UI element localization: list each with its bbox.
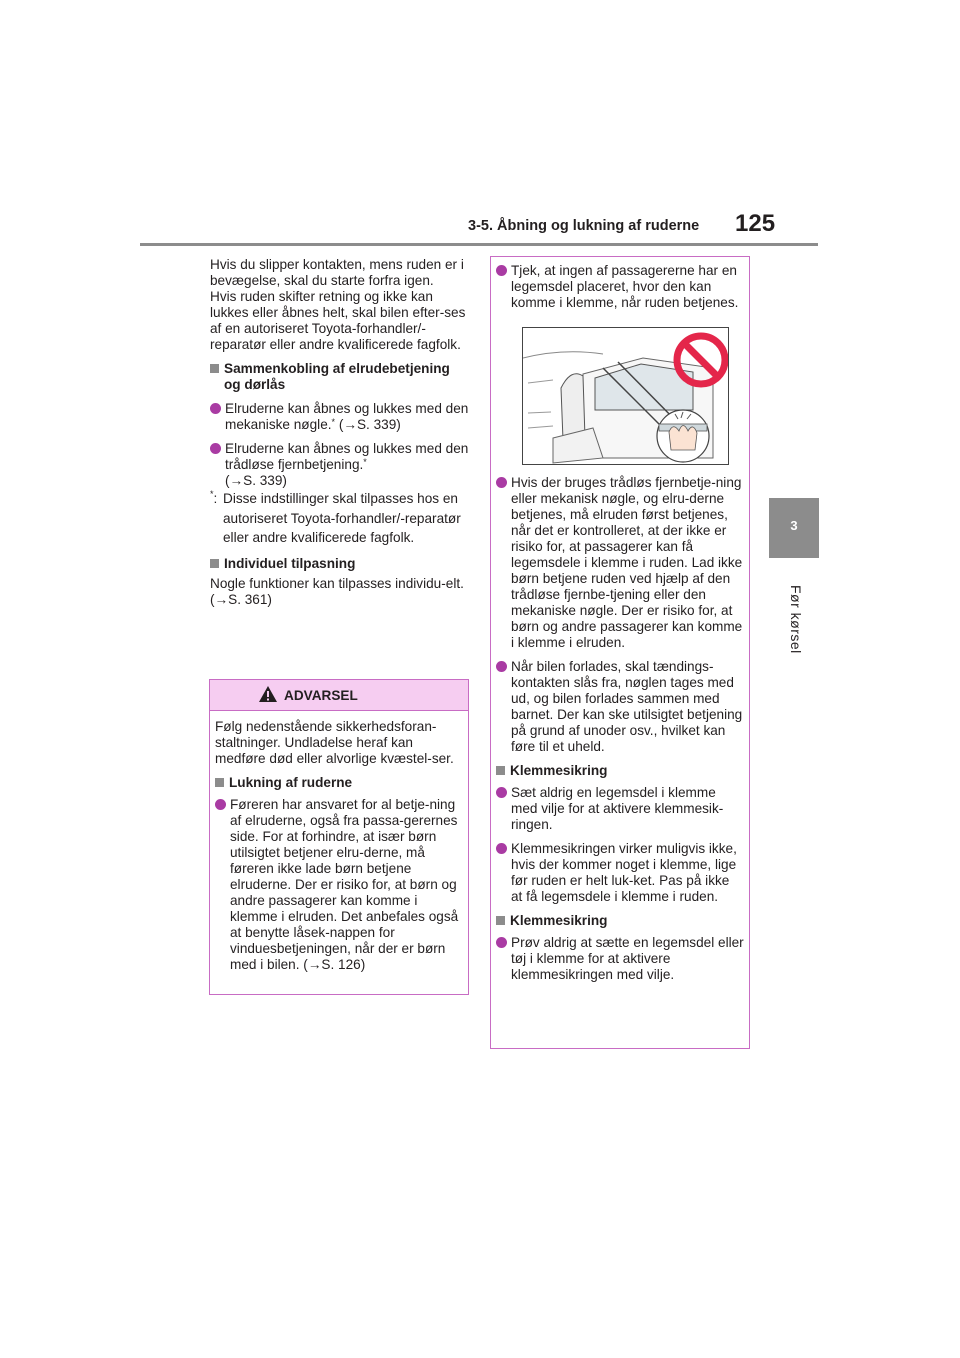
- list-item-text: Tjek, at ingen af passagererne har en legemsdel placeret, hvor den kan komme i klemme, når ruden betjenes.: [511, 263, 739, 310]
- list-item-text: Når bilen forlades, skal tændings-kontakten slås fra, nøglen tages med ud, og bilen forlades sammen med barnet. Der kan ske utilsigtet betjening på grund af unoder osv., hvilket kan føre til et uheld.: [511, 659, 743, 754]
- section-heading-interlock: [210, 361, 470, 393]
- header-divider: [140, 243, 818, 246]
- footnote-marker: *: [363, 457, 367, 467]
- warning-triangle-icon: [258, 685, 278, 703]
- square-bullet-icon: [210, 364, 219, 373]
- square-bullet-icon: [215, 778, 224, 787]
- warning-heading: [215, 775, 463, 791]
- car-window-drawing: [523, 328, 729, 465]
- warning-title: ADVARSEL: [284, 688, 358, 703]
- square-bullet-icon: [496, 766, 505, 775]
- list-item: [210, 441, 470, 489]
- page-reference-link[interactable]: (→S. 339): [225, 473, 287, 488]
- warning-continuation-box: [490, 256, 750, 1049]
- chapter-number: 3: [790, 518, 798, 533]
- warning-box: [209, 679, 469, 995]
- list-item: [215, 797, 463, 973]
- intro-paragraph-2: Hvis ruden skifter retning og ikke kan lukkes eller åbnes helt, skal bilen efter-ses af en autoriseret Toyota-forhandler/-reparatør eller andre kvalificerede fagfolk.: [210, 289, 466, 352]
- section-heading-customization: [210, 556, 470, 572]
- list-item-text: Klemmesikringen virker muligvis ikke, hvis der kommer noget i klemme, lige før ruden er helt luk-ket. Pas på ikke at få legemsdele i klemme i ruden.: [511, 841, 737, 904]
- list-item-text: Føreren har ansvaret for al betje-ning af elruderne, også fra passa-gerernes side. For at forhindre, at især børn utilsigtet betjener elru-derne, må føreren ikke lade børn betjene elruderne. Der er risiko for, at børn og andre passagerer kan komme i klemme i elruden. Det anbefales også at benytte låsek-nappen for vinduesbetjeningen, når der er børn med i bilen. (→S. 126): [230, 797, 459, 972]
- warning-header: [210, 680, 468, 711]
- list-item-text: Elruderne kan åbnes og lukkes med den trådløse fjernbetjening.: [225, 441, 469, 472]
- footnote-marker: *: [331, 417, 336, 427]
- round-bullet-icon: [496, 937, 507, 948]
- list-item: [496, 659, 744, 755]
- list-item: [496, 475, 744, 651]
- section-heading-text: Klemmesikring: [510, 763, 608, 778]
- section-heading-text: Sammenkobling af elrudebetjening og dørlås: [224, 361, 450, 392]
- round-bullet-icon: [496, 787, 507, 798]
- list-item: [496, 841, 744, 905]
- footnote: *: Disse indstillinger skal tilpasses hos en autoriseret Toyota-forhandler/-reparatør eller andre kvalificerede fagfolk.: [210, 489, 470, 548]
- chapter-tab: [769, 498, 819, 558]
- window-pinch-illustration: [522, 327, 729, 465]
- list-item: [496, 935, 744, 983]
- list-item-text: Elruderne kan åbnes og lukkes med den mekaniske nøgle.: [225, 401, 469, 432]
- customization-paragraph: Nogle funktioner kan tilpasses individu-elt. (→S. 361): [210, 575, 464, 607]
- round-bullet-icon: [496, 477, 507, 488]
- round-bullet-icon: [215, 799, 226, 810]
- section-heading-text: Klemmesikring: [510, 913, 608, 928]
- list-item: [496, 785, 744, 833]
- footnote-text: Disse indstillinger skal tilpasses hos en autoriseret Toyota-forhandler/-reparatør eller andre kvalificerede fagfolk.: [223, 491, 461, 545]
- round-bullet-icon: [496, 265, 507, 276]
- list-item: [210, 401, 470, 433]
- list-item-text: Hvis der bruges trådløs fjernbetje-ning eller mekanisk nøgle, og elru-derne betjenes, må elruden først betjenes, når det er kontrolleret, at der ikke er risiko for, at passagerer kan få legemsdele i klemme i ruden. Lad ikke børn betjene ruden ved hjælp af den trådløse fjernbe-tjening eller den mekaniske nøgle. Der er risiko for, at børn og andre passagerer kan komme i klemme i elruden.: [511, 475, 743, 650]
- warning-heading-text: Lukning af ruderne: [229, 775, 353, 790]
- list-item-text: Sæt aldrig en legemsdel i klemme med vilje for at aktivere klemmesik-ringen.: [511, 785, 724, 832]
- round-bullet-icon: [210, 443, 221, 454]
- left-column: [210, 257, 470, 608]
- section-heading-text: Individuel tilpasning: [224, 555, 356, 571]
- round-bullet-icon: [496, 661, 507, 672]
- page-reference-link[interactable]: (→S. 339): [338, 417, 401, 432]
- list-item-text: Prøv aldrig at sætte en legemsdel eller tøj i klemme for at aktivere klemmesikringen med vilje.: [511, 935, 744, 982]
- section-heading-pinch-1: [496, 763, 744, 779]
- footnote-marker: *: [210, 489, 214, 499]
- round-bullet-icon: [496, 843, 507, 854]
- list-item: [496, 263, 744, 311]
- square-bullet-icon: [496, 916, 505, 925]
- square-bullet-icon: [210, 559, 219, 568]
- round-bullet-icon: [210, 403, 221, 414]
- chapter-label: Før kørsel: [788, 585, 804, 654]
- section-heading-pinch-2: [496, 913, 744, 929]
- warning-intro: Følg nedenstående sikkerhedsforan-staltninger. Undladelse heraf kan medføre død eller alvorlige kvæstel-ser.: [215, 719, 454, 766]
- section-title: 3-5. Åbning og lukning af ruderne: [468, 218, 700, 234]
- page-number: 125: [735, 210, 776, 237]
- intro-paragraph-1: Hvis du slipper kontakten, mens ruden er i bevægelse, skal du starte forfra igen.: [210, 257, 464, 288]
